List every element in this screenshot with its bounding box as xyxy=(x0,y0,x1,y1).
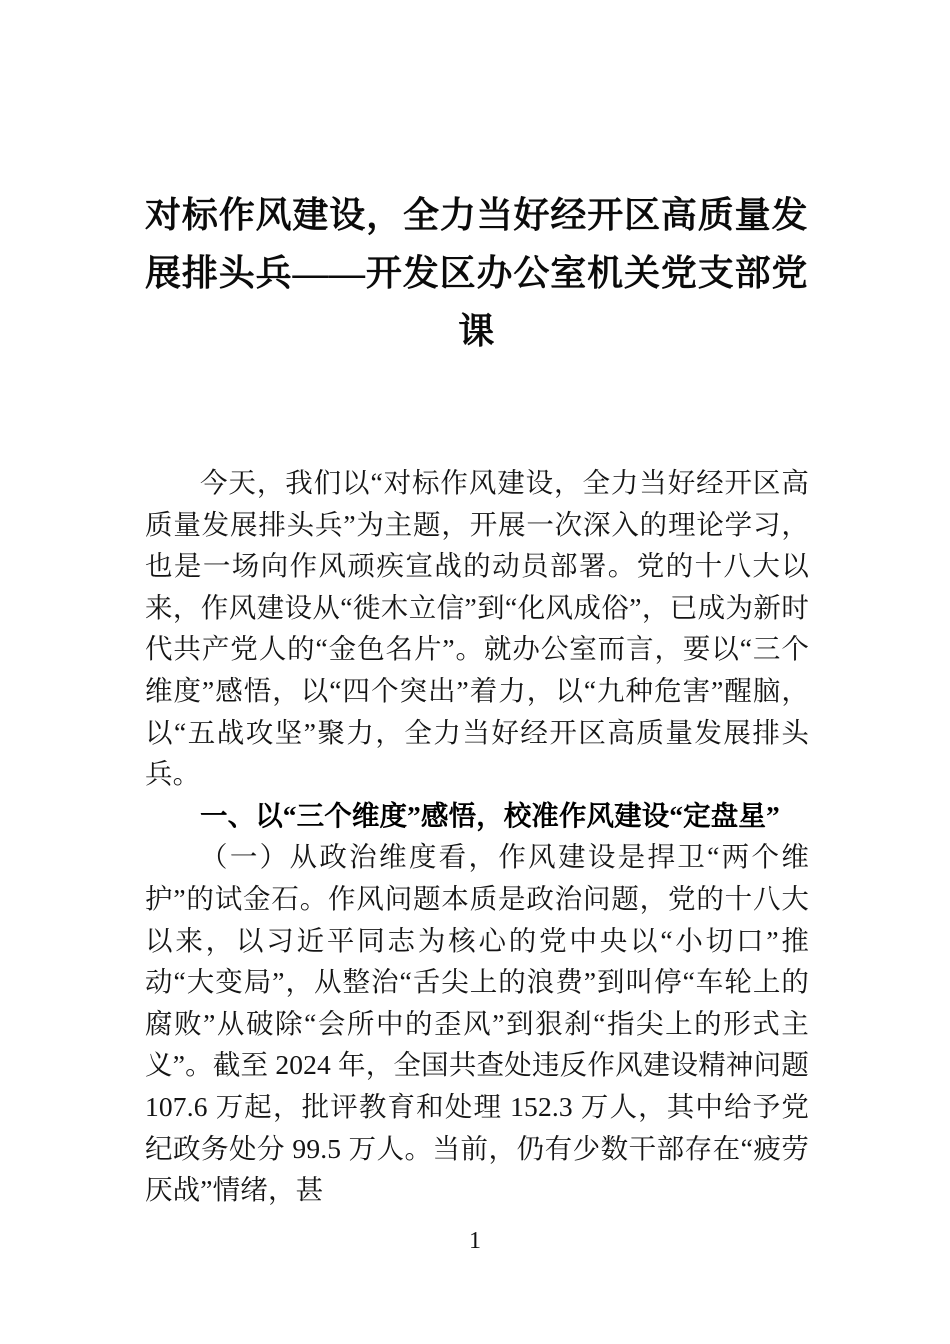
paragraph-intro: 今天，我们以“对标作风建设，全力当好经开区高质量发展排头兵”为主题，开展一次深入的理论学习，也是一场向作风顽疾宣战的动员部署。党的十八大以来，作风建设从“徙木立信”到“化风成俗”，已成为新时代共产党人的“金色名片”。就办公室而言，要以“三个维度”感悟，以“四个突出”着力，以“九种危害”醒脑，以“五战攻坚”聚力，全力当好经开区高质量发展排头兵。 xyxy=(145,467,809,790)
title-line-2: 展排头兵——开发区办公室机关党支部党 xyxy=(145,253,808,293)
document-body xyxy=(145,462,809,1211)
page-number: 1 xyxy=(469,1228,481,1254)
title-line-3: 课 xyxy=(458,311,495,351)
title-line-1: 对标作风建设，全力当好经开区高质量发 xyxy=(145,195,808,235)
paragraph-section-1-1: （一）从政治维度看，作风建设是捍卫“两个维护”的试金石。作风问题本质是政治问题，党的十八大以来，以习近平同志为核心的党中央以“小切口”推动“大变局”，从整治“舌尖上的浪费”到叫停“车轮上的腐败”从破除“会所中的歪风”到狠刹“指尖上的形式主义”。截至 2024 年，全国共查处违反作风建设精神问题 107.6 万起，批评教育和处理 152.3 万人，其中给予党纪政务处分 99.5 万人。当前，仍有少数干部存在“疲劳厌战”情绪，甚 xyxy=(145,841,809,1206)
page-title xyxy=(145,186,808,360)
section-heading-1: 一、以“三个维度”感悟，校准作风建设“定盘星” xyxy=(200,799,780,831)
